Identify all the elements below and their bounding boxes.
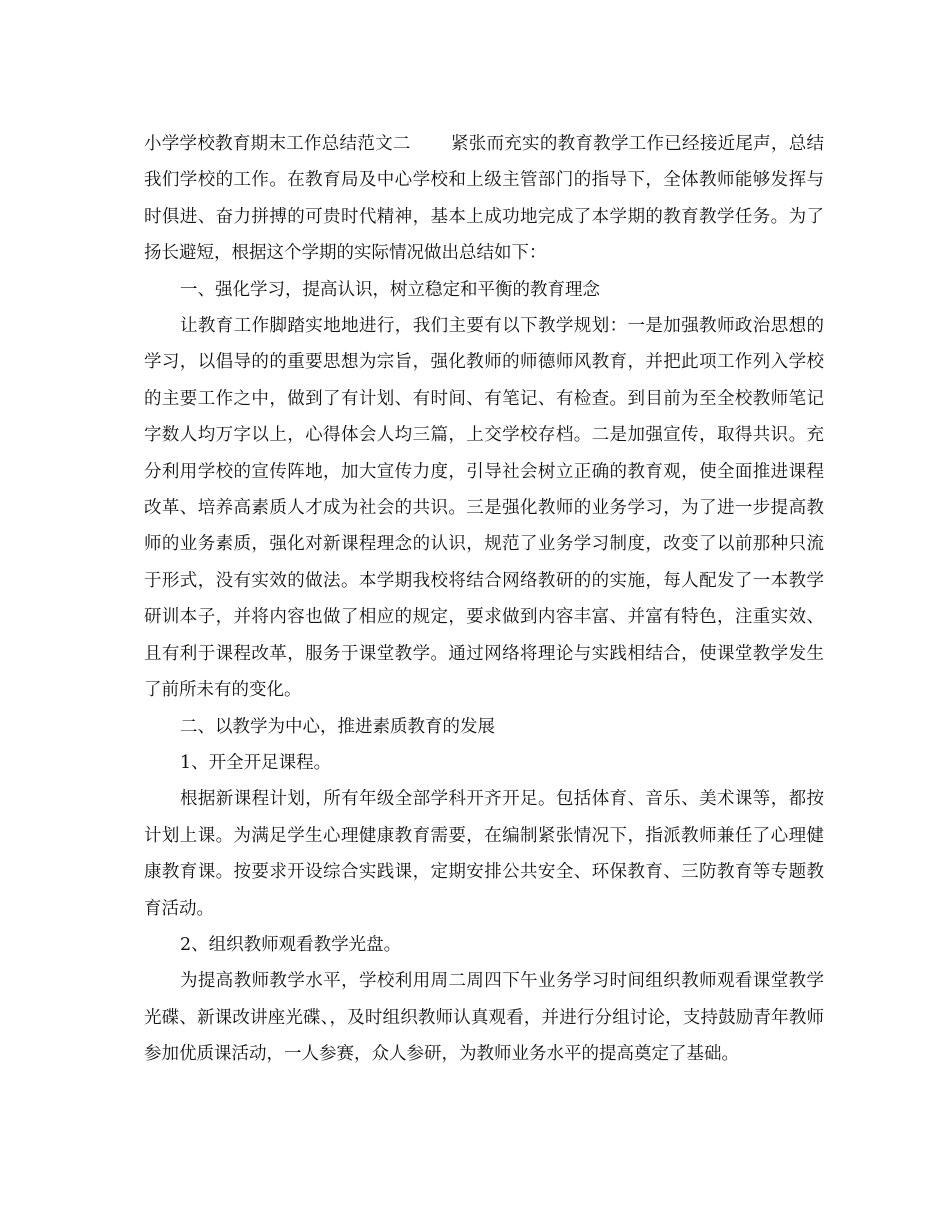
section-heading-1: 一、强化学习，提高认识，树立稳定和平衡的教育理念 [180, 279, 600, 300]
section-heading-2: 二、以教学为中心，推进素质教育的发展 [180, 716, 495, 737]
subheading-2: 2、组织教师观看教学光盘。 [180, 934, 402, 955]
subheading-1: 1、开全开足课程。 [180, 752, 332, 773]
intro-text: 紧张而充实的教育教学工作已经接近尾声，总结我们学校的工作。在教育局及中心学校和上级主管部门的指导下，全体教师能够发挥与时俱进、奋力拼搏的可贵时代精神，基本上成功地完成了本学期的教育教学任务。为了扬长避短，根据这个学期的实际情况做出总结如下： [144, 134, 825, 264]
body-paragraph-2: 根据新课程计划，所有年级全部学科开齐开足。包括体育、音乐、美术课等，都按计划上课。为满足学生心理健康教育需要，在编制紧张情况下，指派教师兼任了心理健康教育课。按要求开设综合实践课，定期安排公共安全、环保教育、三防教育等专题教育活动。 [144, 789, 824, 919]
document-title: 小学学校教育期末工作总结范文二 [144, 134, 411, 154]
document-page [144, 126, 824, 1073]
body-paragraph-3: 为提高教师教学水平，学校利用周二周四下午业务学习时间组织教师观看课堂教学光碟、新课改讲座光碟、，及时组织教师认真观看，并进行分组讨论，支持鼓励青年教师参加优质课活动，一人参赛，众人参研，为教师业务水平的提高奠定了基础。 [144, 971, 824, 1065]
intro-paragraph [144, 126, 824, 272]
body-paragraph-1: 让教育工作脚踏实地地进行，我们主要有以下教学规划：一是加强教师政治思想的学习，以倡导的的重要思想为宗旨，强化教师的师德师风教育，并把此项工作列入学校的主要工作之中，做到了有计划、有时间、有笔记、有检查。到目前为至全校教师笔记字数人均万字以上，心得体会人均三篇，上交学校存档。二是加强宣传，取得共识。充分利用学校的宣传阵地，加大宣传力度，引导社会树立正确的教育观，使全面推进课程改革、培养高素质人才成为社会的共识。三是强化教师的业务学习，为了进一步提高教师的业务素质，强化对新课程理念的认识，规范了业务学习制度，改变了以前那种只流于形式，没有实效的做法。本学期我校将结合网络教研的的实施，每人配发了一本教学研训本子，并将内容也做了相应的规定，要求做到内容丰富、并富有特色，注重实效、且有利于课程改革，服务于课堂教学。通过网络将理论与实践相结合，使课堂教学发生了前所未有的变化。 [144, 316, 824, 701]
